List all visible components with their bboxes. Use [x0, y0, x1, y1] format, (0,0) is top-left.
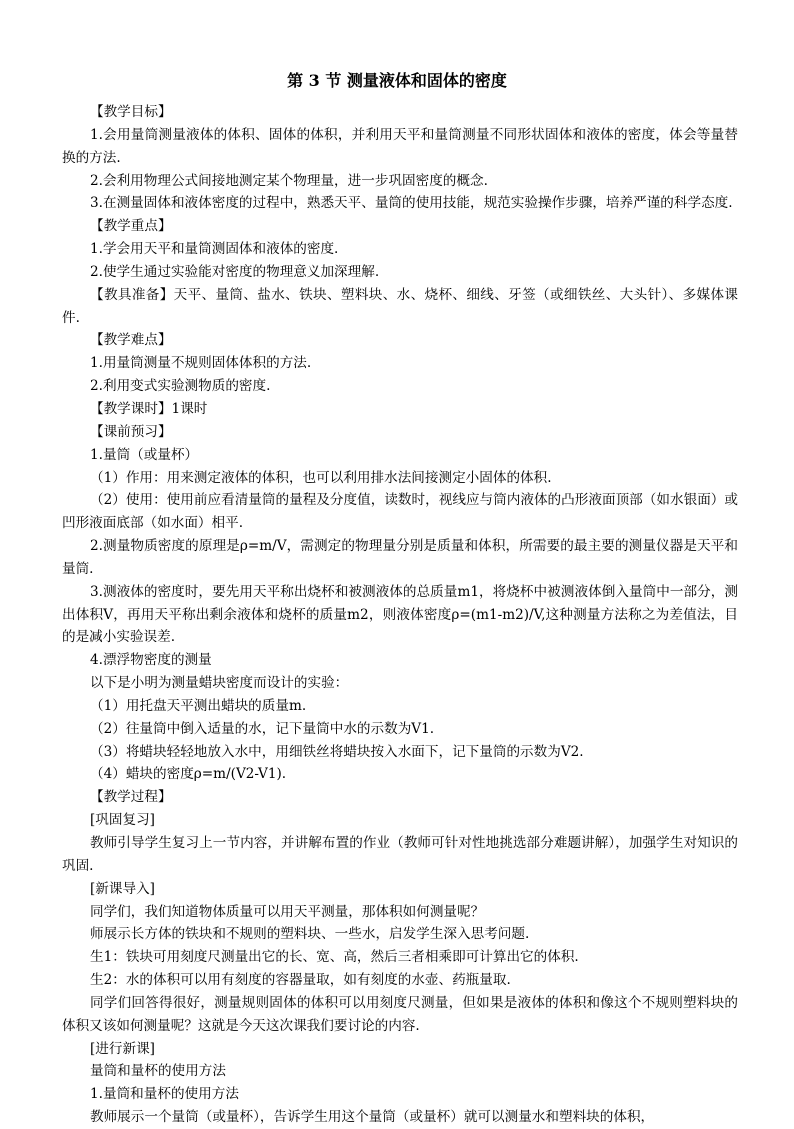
paragraph: （3）将蜡块轻轻地放入水中，用细铁丝将蜡块按入水面下，记下量筒的示数为V2.	[90, 743, 584, 760]
paragraph: 教师展示一个量筒（或量杯），告诉学生用这个量筒（或量杯）就可以测量水和塑料块的体积，	[90, 1109, 655, 1126]
paragraph: （1）作用：用来测定液体的体积，也可以利用排水法间接测定小固体的体积.	[90, 469, 552, 486]
document-body	[62, 101, 738, 1129]
section-heading-class-hours: 【教学课时】1课时	[90, 400, 208, 417]
paragraph: 1.会用量筒测量液体的体积、固体的体积，并利用天平和量筒测量不同形状固体和液体的密度，体会等量替换的方法.	[62, 126, 738, 166]
paragraph: 教师引导学生复习上一节内容，并讲解布置的作业（教师可针对性地挑选部分难题讲解），加强学生对知识的巩固.	[62, 835, 738, 874]
paragraph: 生1：铁块可用刻度尺测量出它的长、宽、高，然后三者相乘即可计算出它的体积.	[90, 949, 579, 966]
paragraph: 3.在测量固体和液体密度的过程中，熟悉天平、量筒的使用技能，规范实验操作步骤，培养严谨的科学态度.	[90, 195, 733, 212]
section-heading-materials: 【教具准备】天平、量筒、盐水、铁块、塑料块、水、烧杯、细线、牙签（或细铁丝、大头针）、多媒体课件.	[62, 286, 738, 326]
section-heading-preview: 【课前预习】	[90, 423, 172, 440]
section-heading-key-points: 【教学重点】	[90, 218, 172, 235]
page-title: 第 3 节 测量液体和固体的密度	[287, 71, 507, 90]
paragraph: 量筒和量杯的使用方法	[90, 1063, 226, 1080]
paragraph: （2）使用：使用前应看清量筒的量程及分度值，读数时，视线应与筒内液体的凸形液面顶部（如水银面）或凹形液面底部（如水面）相平.	[62, 492, 738, 532]
paragraph: 同学们回答得很好，测量规则固体的体积可以用刻度尺测量，但如果是液体的体积和像这个不规则塑料块的体积又该如何测量呢？这就是今天这次课我们要讨论的内容.	[62, 994, 738, 1034]
section-heading-difficulties: 【教学难点】	[90, 332, 172, 349]
paragraph: 3.测液体的密度时，要先用天平称出烧杯和被测液体的总质量m1，将烧杯中被测液体倒入量筒中一部分，测出体积V，再用天平称出剩余液体和烧杯的质量m2，则液体密度ρ=(m1-m2)/V,这种测量方法称之为差值法，目的是减小实验误差.	[62, 583, 738, 646]
paragraph: 2.使学生通过实验能对密度的物理意义加深理解.	[90, 263, 380, 280]
paragraph: （4）蜡块的密度ρ=m/(V2-V1).	[90, 766, 287, 783]
paragraph: 1.学会用天平和量筒测固体和液体的密度.	[90, 241, 339, 258]
paragraph: 1.量筒（或量杯）	[90, 446, 199, 463]
subsection-intro: [新课导入]	[90, 880, 155, 897]
section-heading-process: 【教学过程】	[90, 789, 172, 806]
paragraph: 1.量筒和量杯的使用方法	[90, 1086, 239, 1103]
subsection-review: [巩固复习]	[90, 812, 155, 829]
paragraph: 同学们，我们知道物体质量可以用天平测量，那体积如何测量呢？	[90, 903, 485, 920]
subsection-new-lesson: [进行新课]	[90, 1040, 155, 1057]
paragraph: 以下是小明为测量蜡块密度而设计的实验：	[90, 675, 349, 692]
paragraph: 2.测量物质密度的原理是ρ=m/V，需测定的物理量分别是质量和体积，所需要的最主要的测量仪器是天平和量筒.	[62, 538, 738, 577]
paragraph: （1）用托盘天平测出蜡块的质量m.	[90, 697, 307, 714]
paragraph: 师展示长方体的铁块和不规则的塑料块、一些水，启发学生深入思考问题.	[90, 926, 530, 943]
section-heading-objectives: 【教学目标】	[90, 104, 172, 120]
paragraph: 4.漂浮物密度的测量	[90, 652, 212, 669]
paragraph: 2.会利用物理公式间接地测定某个物理量，进一步巩固密度的概念.	[90, 172, 488, 189]
paragraph: （2）往量筒中倒入适量的水，记下量筒中水的示数为V1.	[90, 720, 435, 737]
paragraph: 生2：水的体积可以用有刻度的容器量取，如有刻度的水壶、药瓶量取.	[90, 972, 511, 989]
paragraph: 2.利用变式实验测物质的密度.	[90, 378, 271, 395]
paragraph: 1.用量筒测量不规则固体体积的方法.	[90, 355, 312, 372]
